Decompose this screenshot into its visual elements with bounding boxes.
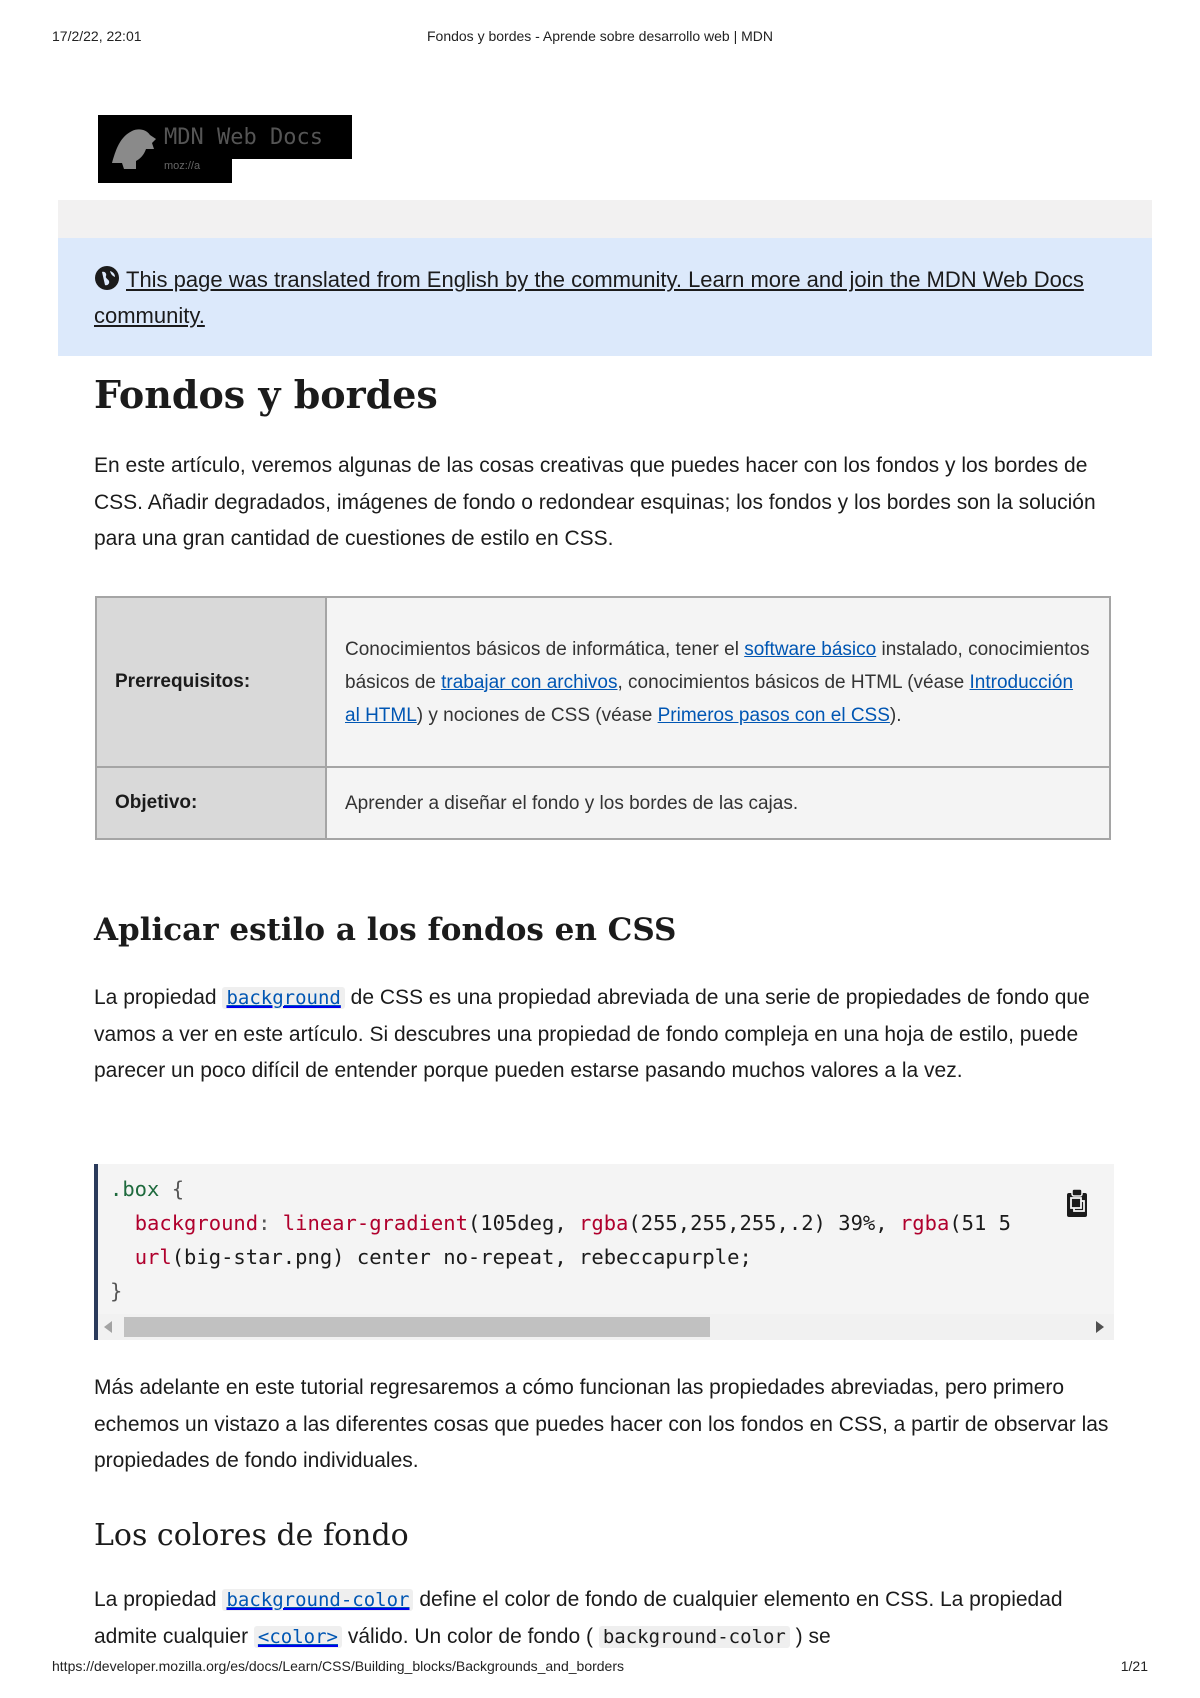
prerequisites-label: Prerrequisitos: <box>96 597 326 767</box>
code-link-color-type[interactable]: <color> <box>254 1626 342 1648</box>
print-footer <box>0 1658 1200 1678</box>
code-function: rgba <box>579 1211 629 1235</box>
scrollbar-thumb[interactable] <box>124 1317 710 1337</box>
page-header-band <box>58 200 1152 238</box>
code-punct: } <box>110 1279 123 1303</box>
code-args: (big-star.png) center no-repeat, rebeccapurple; <box>171 1245 752 1269</box>
code-selector: .box <box>110 1177 160 1201</box>
code-example <box>94 1164 1114 1340</box>
text-fragment: válido. Un color de fondo ( <box>342 1624 599 1648</box>
code-link-background[interactable]: background <box>222 987 344 1009</box>
section-heading-background-colors: Los colores de fondo <box>94 1518 409 1553</box>
background-color-paragraph <box>94 1582 1110 1655</box>
link-introduccion-html[interactable]: Introducción al HTML <box>345 671 1074 726</box>
code-punct: : <box>258 1211 283 1235</box>
code-args: (255,255,255,.2) 39%, <box>628 1211 900 1235</box>
link-primeros-pasos-css[interactable]: Primeros pasos con el CSS <box>657 704 890 726</box>
code-link-background-color[interactable]: background-color <box>222 1589 413 1611</box>
objective-value: Aprender a diseñar el fondo y los bordes de las cajas. <box>326 767 1110 839</box>
link-software-basico[interactable]: software básico <box>744 638 877 660</box>
code-function: rgba <box>899 1211 950 1235</box>
print-page-title: Fondos y bordes - Aprende sobre desarrollo web | MDN <box>426 28 774 44</box>
horizontal-scrollbar[interactable] <box>98 1314 1114 1340</box>
print-page-count: 1/21 <box>1120 1658 1148 1674</box>
copy-to-clipboard-icon[interactable] <box>1064 1188 1090 1218</box>
translation-notice-link[interactable]: This page was translated from English by the community. Learn more and join the MDN Web Docs community. <box>94 267 1084 328</box>
page-title: Fondos y bordes <box>94 372 438 417</box>
logo-subtitle: moz://a <box>164 160 201 172</box>
code-function: url <box>134 1245 172 1269</box>
intro-paragraph: En este artículo, veremos algunas de las cosas creativas que puedes hacer con los fondos y los bordes de CSS. Añadir degradados, imágenes de fondo o redondear esquinas; los fondos y los bordes son la solución para una gran cantidad de cuestiones de estilo en CSS. <box>94 454 1096 550</box>
code-args: (105deg, <box>467 1211 580 1235</box>
prerequisites-value <box>326 597 1110 767</box>
text-fragment: instalado, conocimientos básicos de <box>345 638 1090 693</box>
table-row <box>96 767 1110 839</box>
table-row <box>96 597 1110 767</box>
print-url: https://developer.mozilla.org/es/docs/Learn/CSS/Building_blocks/Backgrounds_and_borders <box>52 1658 625 1674</box>
background-intro-paragraph <box>94 980 1110 1090</box>
mdn-logo[interactable] <box>98 115 352 183</box>
text-fragment: ) y nociones de CSS (véase <box>416 704 658 726</box>
code-property: background <box>134 1211 259 1235</box>
text-fragment: La propiedad <box>94 1588 223 1611</box>
shorthand-paragraph: Más adelante en este tutorial regresaremos a cómo funcionan las propiedades abreviadas, pero primero echemos un vistazo a las diferentes cosas que puedes hacer con los fondos en CSS, a partir de observar las propiedades de fondo individuales. <box>94 1376 1109 1472</box>
objective-label: Objetivo: <box>96 767 326 839</box>
scroll-left-icon[interactable] <box>104 1321 112 1333</box>
scroll-right-icon[interactable] <box>1096 1321 1104 1333</box>
section-heading-backgrounds: Aplicar estilo a los fondos en CSS <box>94 912 677 948</box>
code-punct: { <box>159 1177 185 1201</box>
link-trabajar-con-archivos[interactable]: trabajar con archivos <box>441 671 618 693</box>
code-content <box>110 1172 1011 1308</box>
logo-wordmark: MDN Web Docs <box>164 125 323 150</box>
text-fragment: ). <box>889 704 902 726</box>
text-fragment: define el color de fondo de cualquier elemento en CSS. La propiedad admite cualquier <box>94 1588 1063 1648</box>
dinosaur-logo-icon <box>106 119 162 175</box>
print-header <box>0 28 1200 48</box>
text-fragment: de CSS es una propiedad abreviada de una serie de propiedades de fondo que vamos a ver en este artículo. Si descubres una propiedad de fondo compleja en una hoja de estilo, puede parecer un poco difícil de entender porque pueden estarse pasando muchos valores a la vez. <box>94 986 1090 1082</box>
text-fragment: Conocimientos básicos de informática, tener el <box>345 638 745 660</box>
inline-code-background-color: background-color <box>599 1626 790 1648</box>
print-date: 17/2/22, 22:01 <box>52 28 142 44</box>
text-fragment: La propiedad <box>94 986 223 1009</box>
learning-info-table <box>95 596 1111 840</box>
globe-icon <box>94 265 120 291</box>
text-fragment: ) se <box>789 1624 831 1648</box>
text-fragment: , conocimientos básicos de HTML (véase <box>617 671 970 693</box>
translation-notice <box>58 238 1152 356</box>
code-args: (51 5 <box>949 1211 1012 1235</box>
code-function: linear-gradient <box>282 1211 468 1235</box>
